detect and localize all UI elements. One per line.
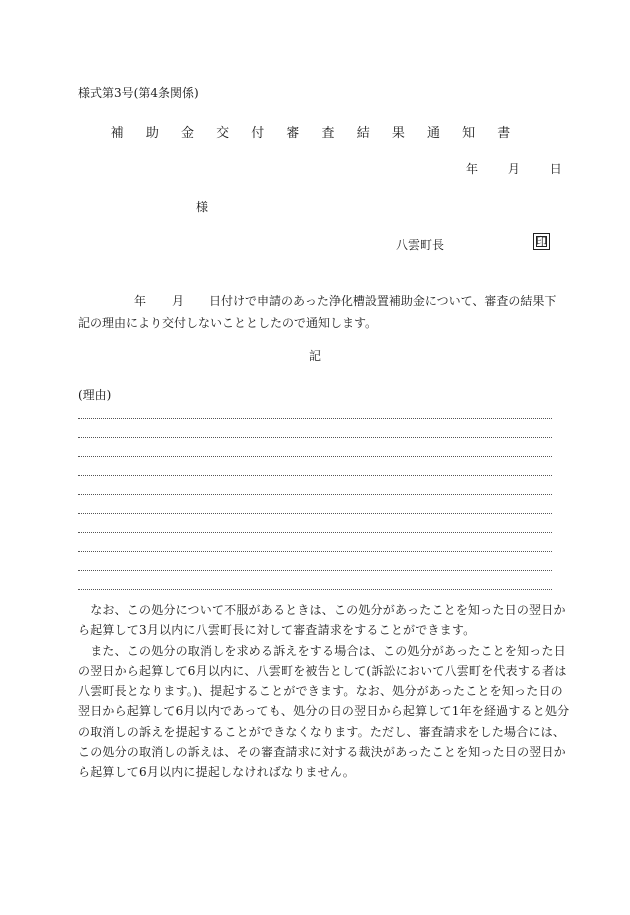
seal-stamp-icon: 印 [533, 233, 550, 250]
notice-line: ら起算して6月以内に提起しなければなりません。 [78, 765, 355, 780]
reason-line [78, 551, 552, 552]
body-paragraph [78, 290, 557, 334]
reason-line [78, 494, 552, 495]
ki-heading: 記 [308, 349, 321, 363]
notice-line: また、この処分の取消しを求める訴えをする場合は、この処分があったことを知った日 [78, 643, 566, 658]
body-line-2: 記の理由により交付しないこととしたので通知します。 [78, 316, 378, 330]
reason-line [78, 456, 552, 457]
reason-line [78, 513, 552, 514]
body-line-1-text: 日付けで申請のあった浄化槽設置補助金について、審査の結果下 [209, 294, 557, 308]
date-month-label: 月 [507, 162, 520, 176]
date-row [466, 160, 562, 177]
reason-line [78, 475, 552, 476]
notice-line: 翌日から起算して6月以内であっても、処分の日の翌日から起算して1年を経過すると処分 [78, 704, 570, 719]
body-month-label: 月 [172, 294, 185, 308]
body-line-1 [78, 290, 557, 312]
sender-name: 八雲町長 [396, 238, 445, 252]
date-year-label: 年 [466, 162, 479, 176]
reason-line [78, 589, 552, 590]
reason-line [78, 532, 552, 533]
reason-line [78, 418, 552, 419]
reason-line [78, 437, 552, 438]
form-number: 様式第3号(第4条関係) [78, 86, 199, 100]
recipient-suffix: 様 [196, 200, 209, 214]
document-title: 補 助 金 交 付 審 査 結 果 通 知 書 [110, 126, 520, 141]
notice-line: の翌日から起算して6月以内に、八雲町を被告として(訴訟において八雲町を代表する者は [78, 663, 567, 678]
date-day-label: 日 [549, 162, 562, 176]
notice-line: ら起算して3月以内に八雲町長に対して審査請求をすることができます。 [78, 623, 476, 638]
notice-line: この処分の取消しの訴えは、その審査請求に対する裁決があったことを知った日の翌日か [78, 745, 566, 760]
appeal-notice [78, 600, 570, 783]
notice-line: なお、この処分について不服があるときは、この処分があったことを知った日の翌日か [78, 603, 566, 617]
reason-line [78, 570, 552, 571]
body-year-label: 年 [134, 294, 147, 308]
notice-line: の取消しの訴えを提起することができなくなります。ただし、審査請求をした場合には、 [78, 724, 566, 739]
reason-label: (理由) [78, 388, 112, 402]
notice-line: 八雲町長となります。)、提起することができます。なお、処分があったことを知った日の [78, 684, 563, 699]
